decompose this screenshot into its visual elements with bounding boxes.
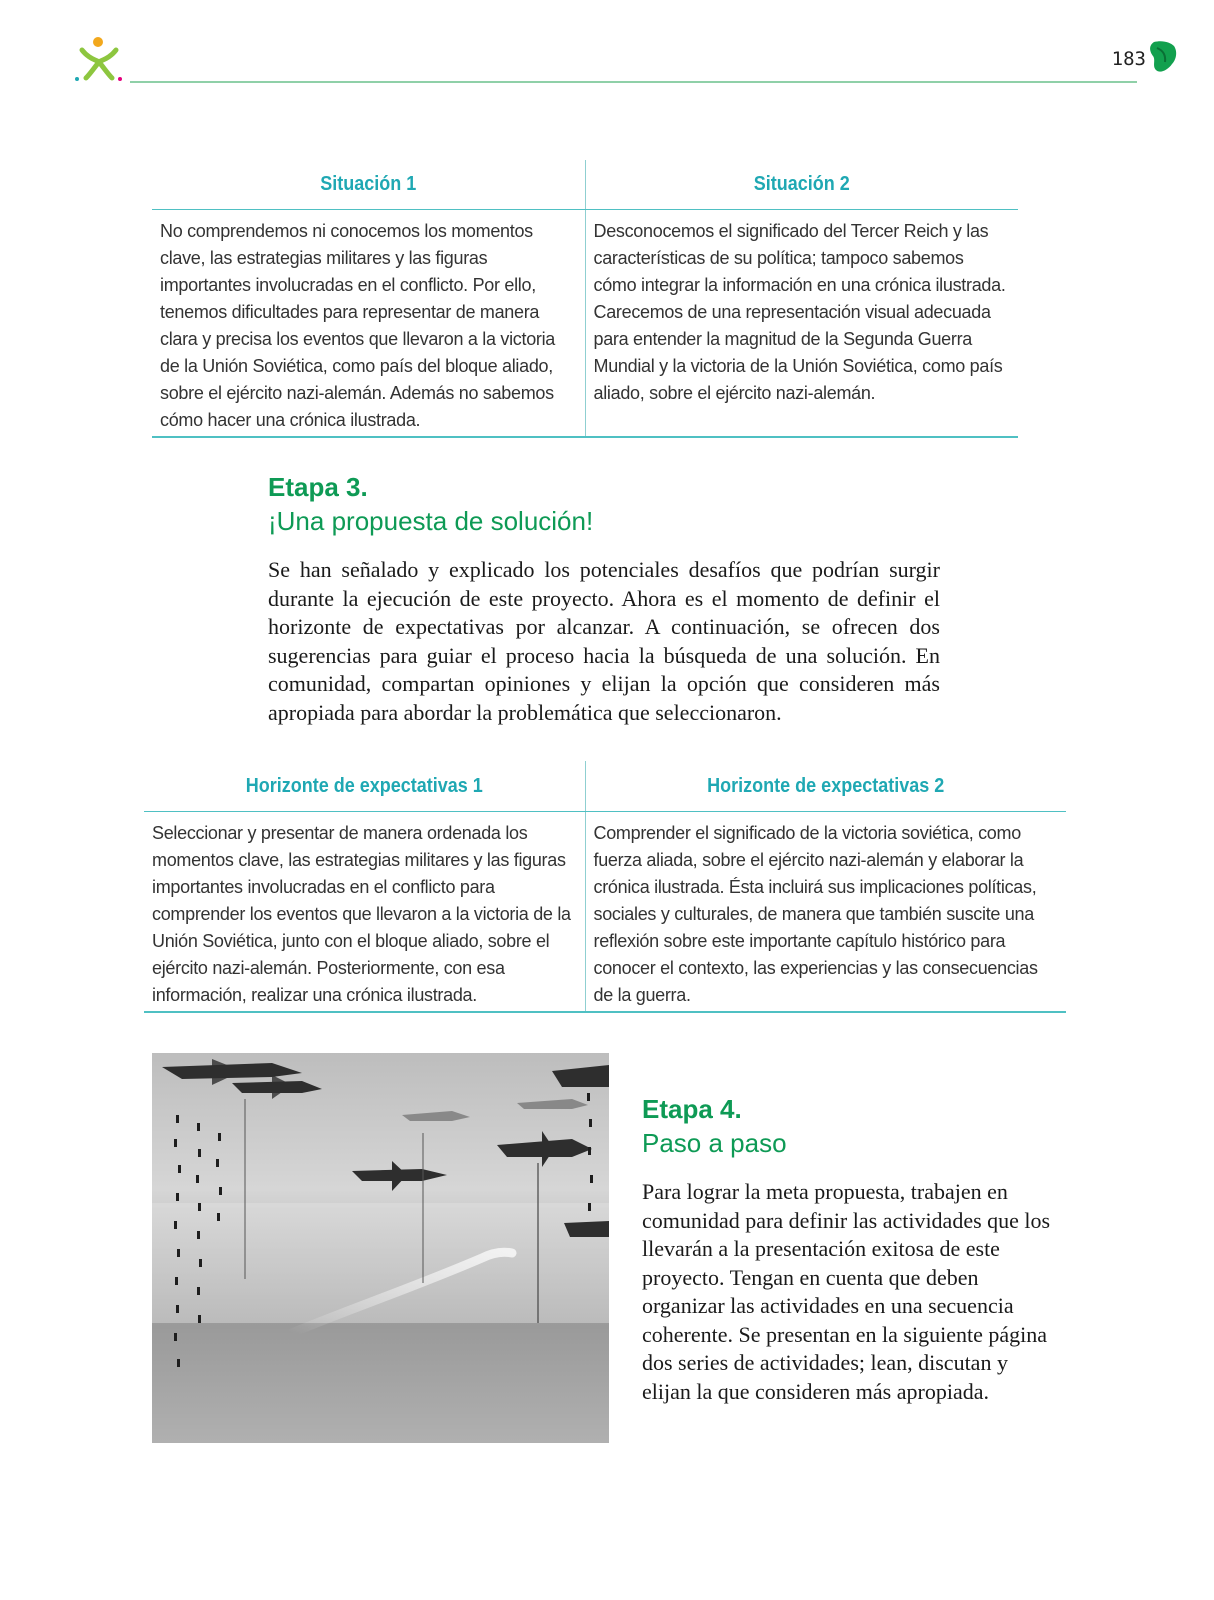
figure-logo-icon [74, 34, 124, 84]
situation-2-text: Desconocemos el significado del Tercer Reich y las características de su política; tampoco sabemos cómo integrar la información en una crónica ilustrada. Carecemos de una representación visual adecuada para entender la magnitud de la Segunda Guerra Mundial y la victoria de la Unión Soviética, como país aliado, sobre el ejército nazi-alemán. [585, 210, 1018, 438]
page-number: 183 [1111, 48, 1146, 70]
stage-4-body: Para lograr la meta propuesta, trabajen en comunidad para definir las actividades que los llevarán a la presentación exitosa de este proyecto. Tengan en cuenta que deben organizar las actividades en una secuencia coherente. Se presentan en la siguiente página dos series de actividades; lean, discutan y elijan la que consideren más apropiada. [642, 1179, 1051, 1404]
stage-4-number: Etapa 4. [642, 1094, 742, 1124]
situation-1-text: No comprendemos ni conocemos los momentos clave, las estrategias militares y las figuras importantes involucradas en el conflicto. Por ello, tenemos dificultades para representar de manera clara y precisa los eventos que llevaron a la victoria de la Unión Soviética, como país del bloque aliado, sobre el ejército nazi-alemán. Además no sabemos cómo hacer una crónica ilustrada. [152, 210, 585, 438]
header-rule [130, 81, 1137, 83]
horizon-1-header: Horizonte de expectativas 1 [166, 761, 563, 812]
situations-table [152, 160, 1018, 438]
green-leaf-icon [1148, 40, 1178, 74]
horizon-2-header: Horizonte de expectativas 2 [609, 761, 1042, 812]
horizon-2-text: Comprender el significado de la victoria soviética, como fuerza aliada, sobre el ejército nazi-alemán y elaborar la crónica ilustrada. Ésta incluirá sus implicaciones políticas, sociales y culturales, de manera que también suscite una reflexión sobre este importante capítulo histórico para conocer el contexto, las experiencias y las consecuencias de la guerra. [585, 812, 1066, 1013]
stage-3-heading [268, 470, 593, 538]
situation-1-header: Situación 1 [174, 160, 564, 210]
horizons-table [144, 761, 1066, 1013]
stage-3-title: ¡Una propuesta de solución! [268, 506, 594, 536]
stage-3-number: Etapa 3. [268, 472, 368, 502]
stage-4-title: Paso a paso [642, 1128, 787, 1158]
stage-3-body: Se han señalado y explicado los potenciales desafíos que podrían surgir durante la ejecución de este proyecto. Ahora es el momento de definir el horizonte de expectativas por alcanzar. A continuación, se ofrecen dos sugerencias para guiar el proceso hacia la búsqueda de una solución. En comunidad, compartan opiniones y elijan la opción que consideren más apropiada para abordar la problemática que seleccionaron. [268, 557, 940, 725]
bomber-formation-photo [152, 1053, 609, 1443]
horizon-1-text: Seleccionar y presentar de manera ordenada los momentos clave, las estrategias militares y las figuras importantes involucradas en el conflicto para comprender los eventos que llevaron a la victoria de la Unión Soviética, junto con el bloque aliado, sobre el ejército nazi-alemán. Posteriormente, con esa información, realizar una crónica ilustrada. [144, 812, 585, 1013]
stage-4-heading [642, 1092, 787, 1160]
situation-2-header: Situación 2 [607, 160, 997, 210]
